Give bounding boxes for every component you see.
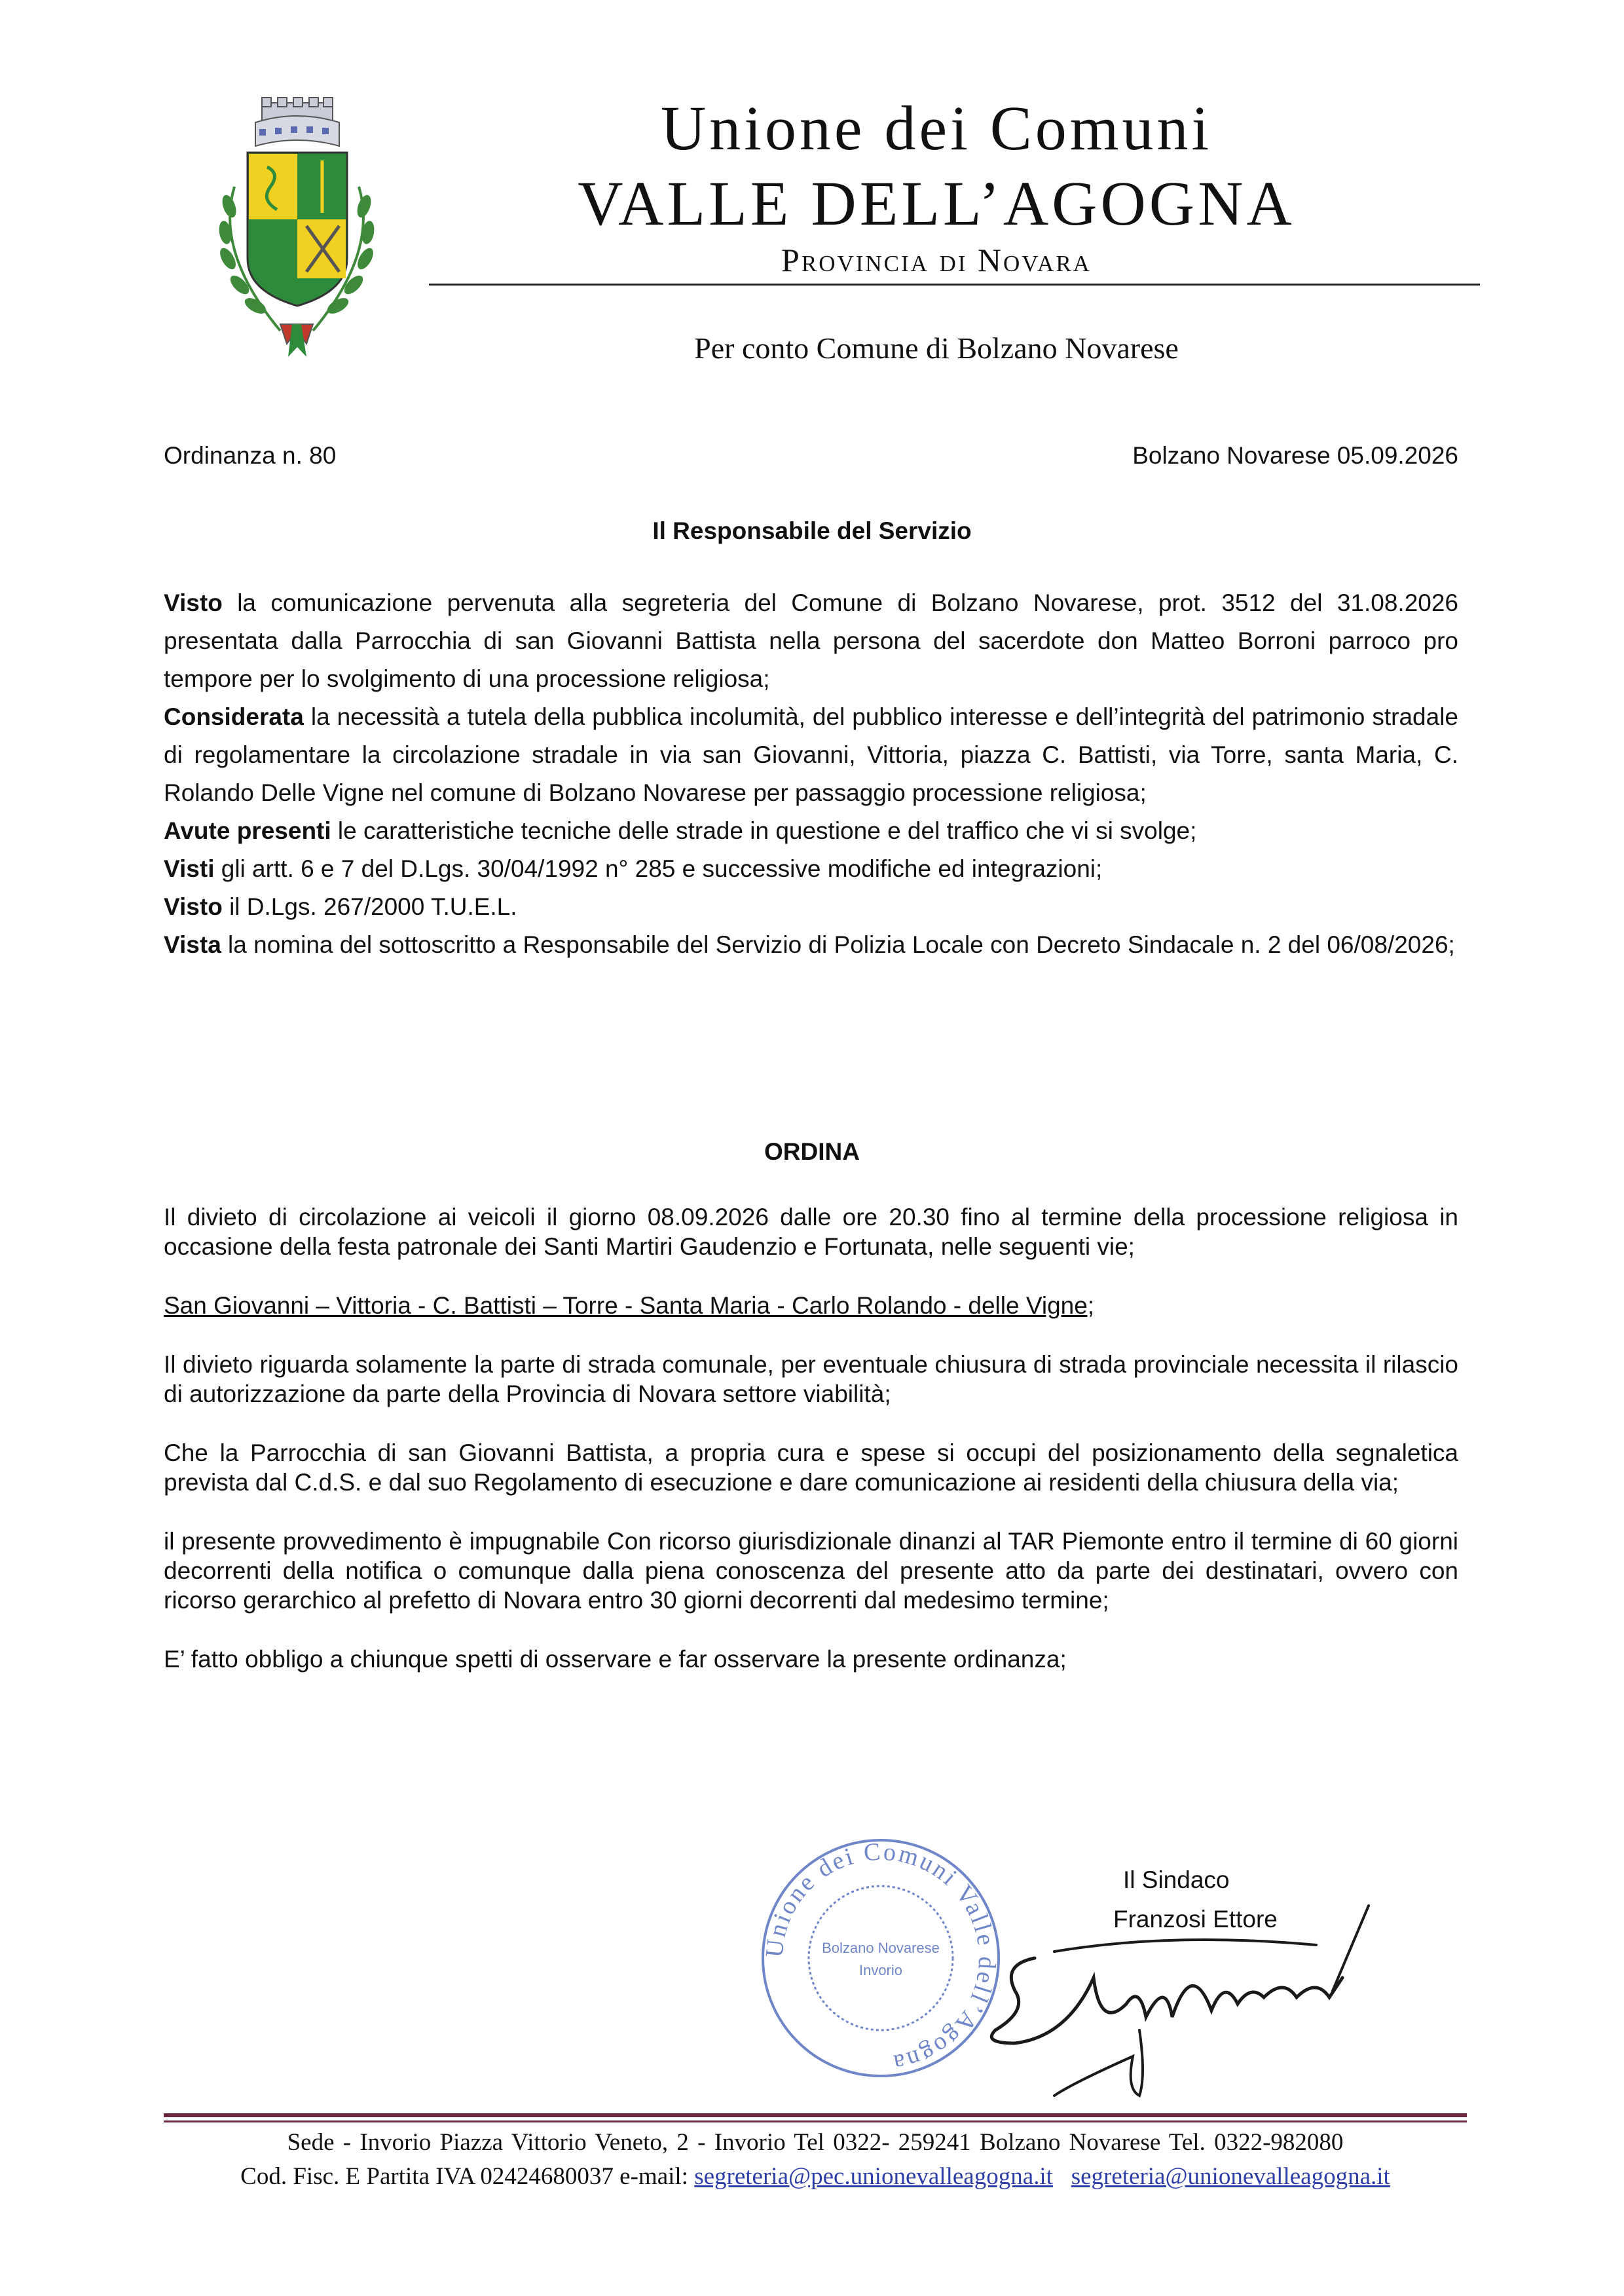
official-stamp-image bbox=[756, 1834, 1005, 2083]
footer-address: Sede - Invorio Piazza Vittorio Veneto, 2 - Invorio Tel 0322- 259241 Bolzano Novarese Tel. 0322-982080 bbox=[287, 2129, 1344, 2156]
footer-divider bbox=[164, 2113, 1467, 2117]
order-paragraph-signage: Che la Parrocchia di san Giovanni Battista, a propria cura e spese si occupi del posizionamento della segnaletica prevista dal C.d.S. e dal suo Regolamento di esecuzione e dare comunicazione ai residenti della chiusura della via; bbox=[164, 1439, 1458, 1496]
issuer-heading: Il Responsabile del Servizio bbox=[652, 517, 972, 544]
premise-lead: Considerata bbox=[164, 703, 304, 730]
premise-lead: Vista bbox=[164, 931, 221, 958]
order-paragraph-obligation: E’ fatto obbligo a chiunque spetti di osservare e far osservare la presente ordinanza; bbox=[164, 1646, 1067, 1673]
stamp-outer-text: Unione dei Comuni Valle dell’Agogna bbox=[760, 1838, 1001, 2078]
footer-contacts bbox=[164, 2162, 1467, 2191]
premise-lead: Avute presenti bbox=[164, 817, 331, 844]
premise-text: la nomina del sottoscritto a Responsabile del Servizio di Polizia Locale con Decreto Sindacale n. 2 del 06/08/2026; bbox=[221, 931, 1455, 958]
premise-paragraph bbox=[164, 850, 1458, 888]
streets-list: San Giovanni – Vittoria - C. Battisti – Torre - Santa Maria - Carlo Rolando - delle Vigne; bbox=[164, 1292, 1095, 1319]
signatory-name: Franzosi Ettore bbox=[1113, 1906, 1278, 1933]
union-name: VALLE DELL’AGOGNA bbox=[578, 168, 1295, 238]
header-divider bbox=[429, 284, 1480, 286]
email-link[interactable]: segreteria@unionevalleagogna.it bbox=[1071, 2163, 1390, 2190]
premise-lead: Visto bbox=[164, 589, 223, 616]
premise-text: le caratteristiche tecniche delle strade in questione e del traffico che vi si svolge; bbox=[331, 817, 1197, 844]
premise-paragraph bbox=[164, 584, 1458, 698]
premise-text: la comunicazione pervenuta alla segreteria del Comune di Bolzano Novarese, prot. 3512 del 31.08.2026 presentata dalla Parrocchia di san Giovanni Battista nella persona del sacerdote don Matteo Borroni parroco pro tempore per lo svolgimento di una processione religiosa; bbox=[164, 589, 1458, 692]
stamp-inner-line1: Bolzano Novarese bbox=[822, 1940, 940, 1956]
signatory-title: Il Sindaco bbox=[1123, 1866, 1230, 1893]
on-behalf-label: Per conto Comune di Bolzano Novarese bbox=[694, 331, 1179, 365]
premise-paragraph bbox=[164, 698, 1458, 812]
premises-section bbox=[164, 584, 1458, 964]
premise-text: il D.Lgs. 267/2000 T.U.E.L. bbox=[222, 893, 517, 920]
premise-paragraph bbox=[164, 926, 1458, 964]
footer-divider-thin bbox=[164, 2120, 1467, 2122]
union-title: Unione dei Comuni bbox=[660, 93, 1213, 163]
footer-tax-id: Cod. Fisc. E Partita IVA 02424680037 e-mail: bbox=[240, 2163, 695, 2190]
premise-lead: Visti bbox=[164, 855, 215, 882]
ordinance-place-date: Bolzano Novarese 05.09.2026 bbox=[1132, 442, 1458, 469]
ordinance-number: Ordinanza n. 80 bbox=[164, 442, 337, 469]
crown-icon bbox=[255, 98, 339, 146]
ordina-heading: ORDINA bbox=[764, 1138, 860, 1165]
stamp-inner-line2: Invorio bbox=[858, 1962, 903, 1978]
pec-email-link[interactable]: segreteria@pec.unionevalleagogna.it bbox=[694, 2163, 1053, 2190]
handwritten-signature bbox=[976, 1879, 1382, 2102]
order-section bbox=[164, 1202, 1458, 1703]
coat-of-arms-image bbox=[208, 95, 385, 363]
order-paragraph-appeal: il presente provvedimento è impugnabile Con ricorso giurisdizionale dinanzi al TAR Piemonte entro il termine di 60 giorni decorrenti della notifica o comunque dalla piena conoscenza del presente atto da parte dei destinatari, ovvero con ricorso gerarchico al prefetto di Novara entro 30 giorni decorrenti dal medesimo termine; bbox=[164, 1528, 1458, 1614]
order-paragraph-scope: Il divieto riguarda solamente la parte di strada comunale, per eventuale chiusura di strada provinciale necessita il rilascio di autorizzazione da parte della Provincia di Novara settore viabilità; bbox=[164, 1351, 1458, 1407]
premise-text: gli artt. 6 e 7 del D.Lgs. 30/04/1992 n° 285 e successive modifiche ed integrazioni; bbox=[214, 855, 1103, 882]
shield-icon bbox=[248, 153, 347, 306]
premise-paragraph bbox=[164, 888, 1458, 926]
order-paragraph-prohibition: Il divieto di circolazione ai veicoli il giorno 08.09.2026 dalle ore 20.30 fino al termine della processione religiosa in occasione della festa patronale dei Santi Martiri Gaudenzio e Fortunata, nelle seguenti vie; bbox=[164, 1204, 1458, 1260]
premise-text: la necessità a tutela della pubblica incolumità, del pubblico interesse e dell’integrità del patrimonio stradale di regolamentare la circolazione stradale in via san Giovanni, Vittoria, piazza C. Battisti, via Torre, santa Maria, C. Rolando Delle Vigne nel comune di Bolzano Novarese per passaggio processione religiosa; bbox=[164, 703, 1458, 806]
province-label: Provincia di Novara bbox=[781, 242, 1092, 278]
premise-paragraph bbox=[164, 812, 1458, 850]
premise-lead: Visto bbox=[164, 893, 223, 920]
